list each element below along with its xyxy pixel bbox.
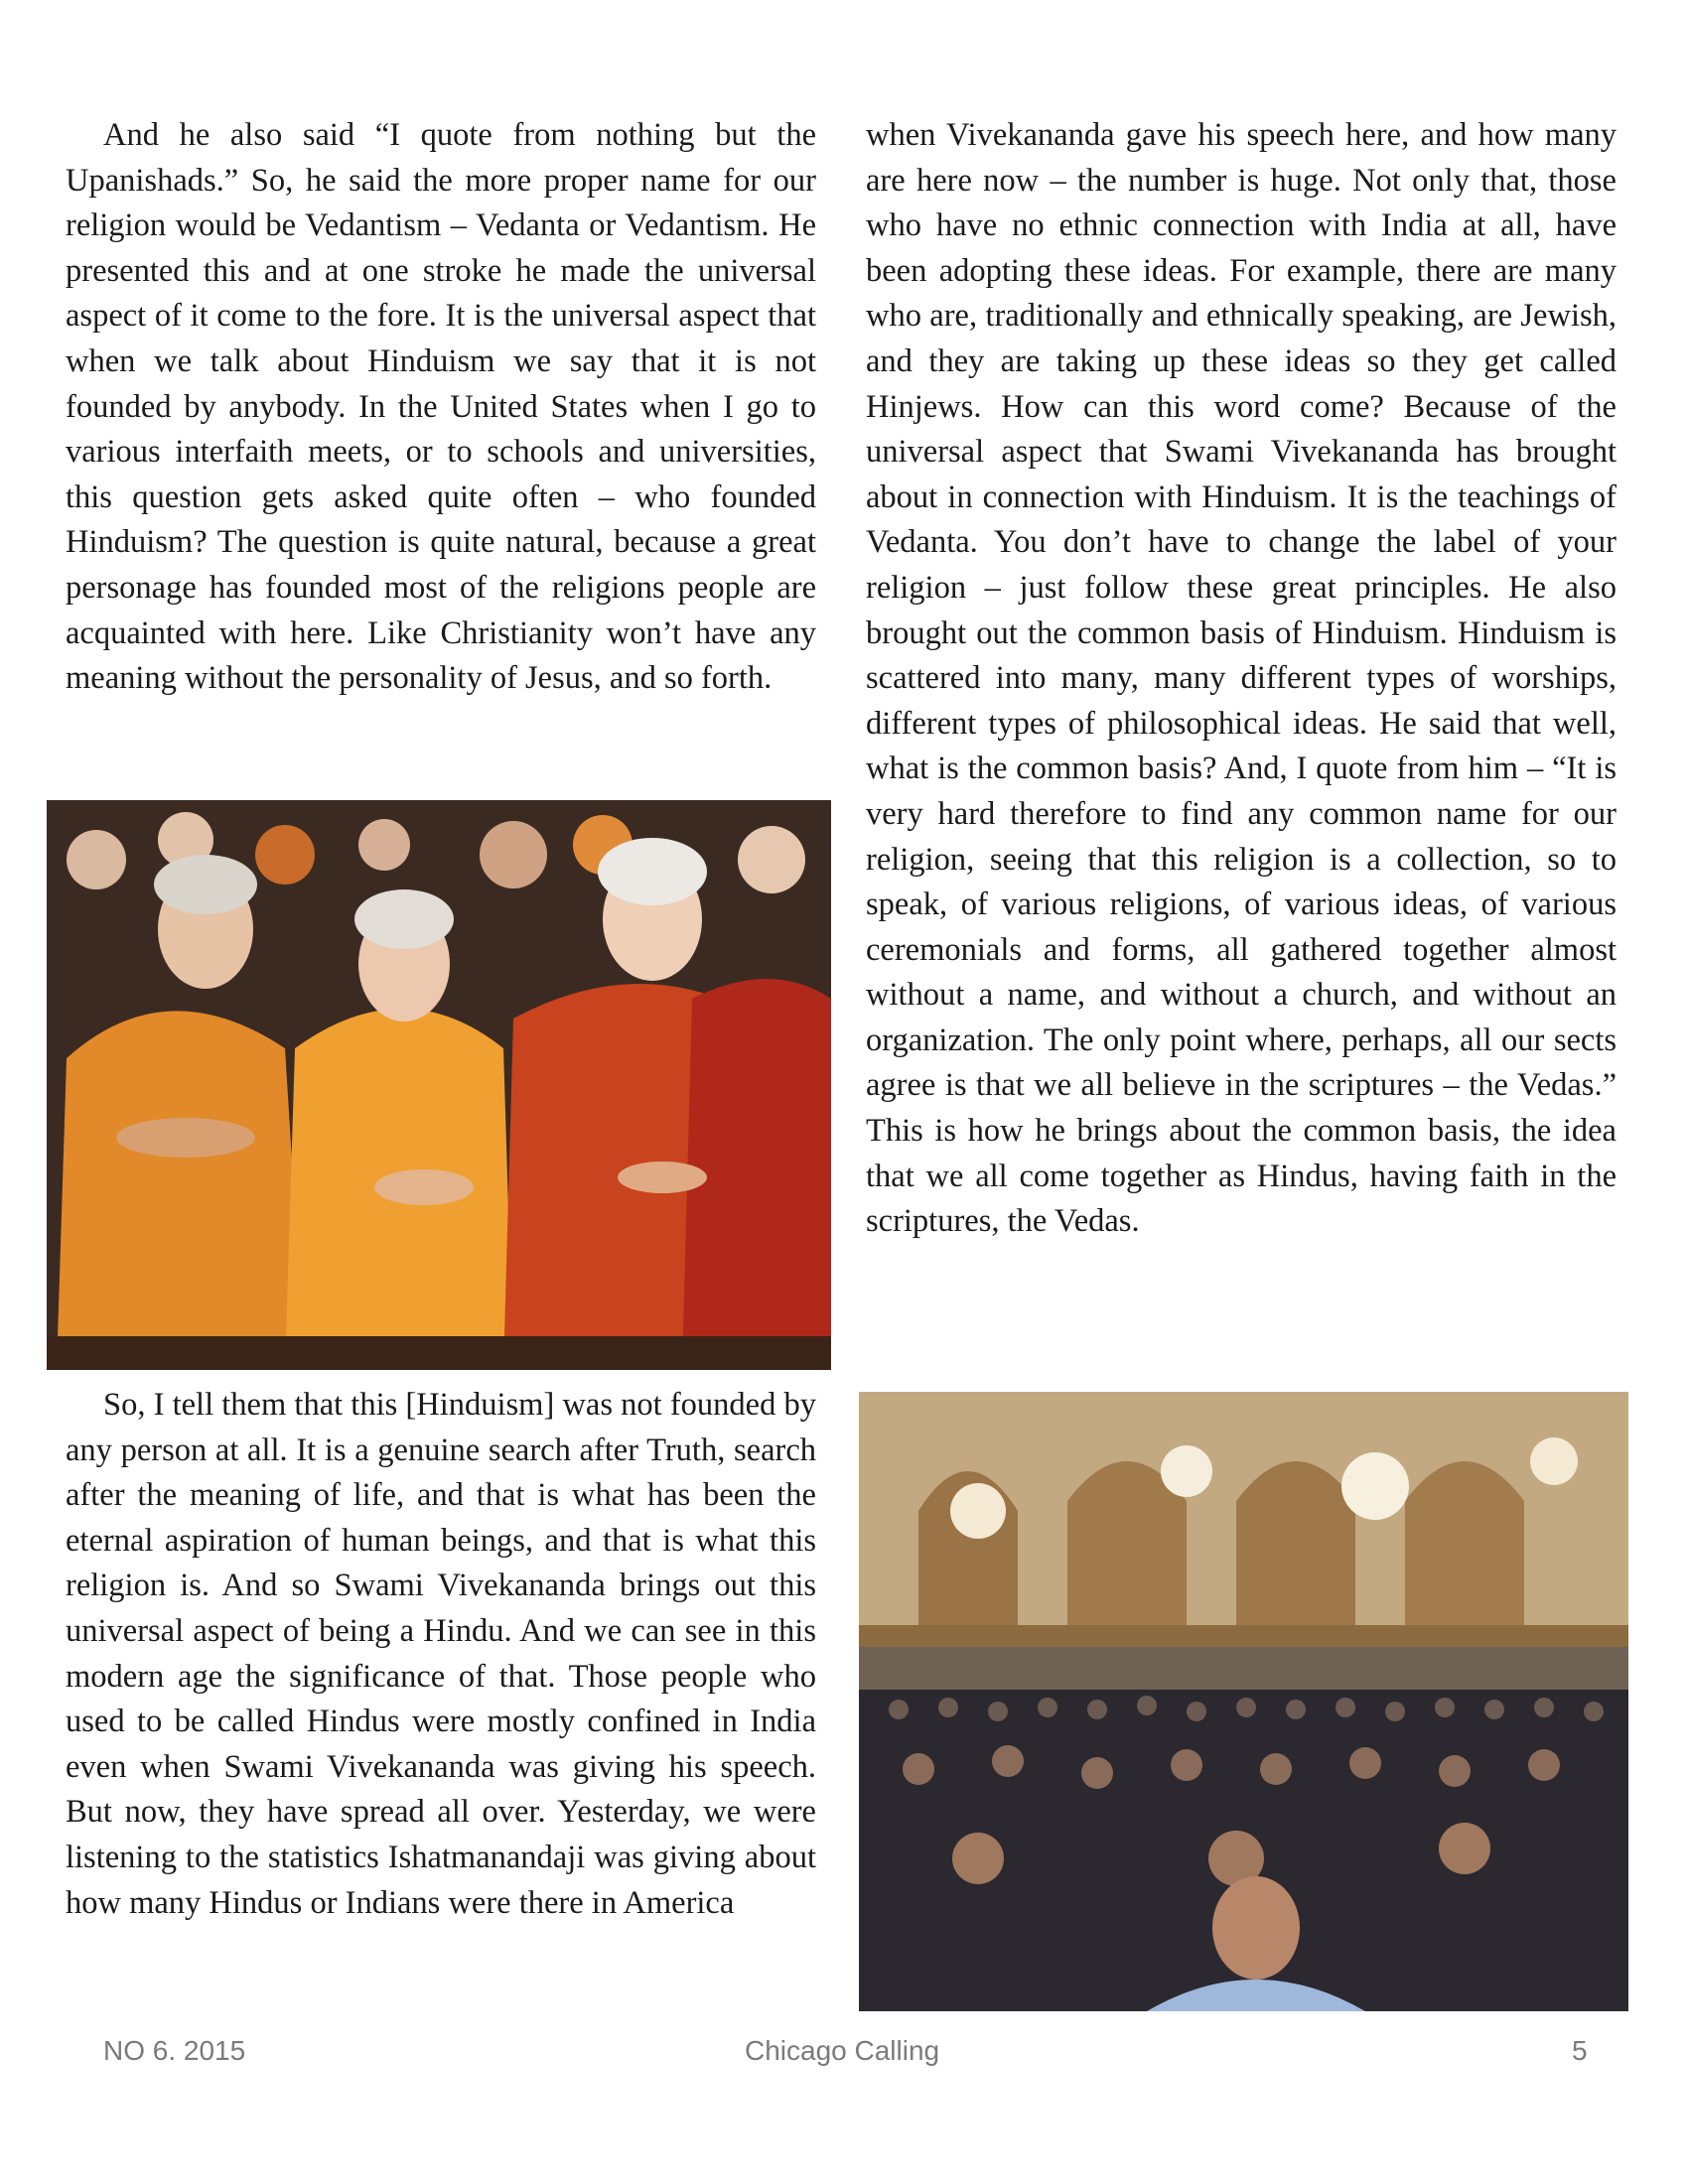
ballroom-photo-illustration bbox=[859, 1392, 1628, 2011]
left-column-bottom-text bbox=[66, 1383, 816, 1926]
audience-photo-illustration bbox=[47, 800, 831, 1370]
footer-issue: NO 6. 2015 bbox=[103, 2035, 246, 2066]
paragraph: when Vivekananda gave his speech here, and how many are here now – the number is huge. Not only that, those who have no ethnic connection with India at all, have been adopting these ideas. For example, there are many who are, traditionally and ethnically speaking, are Jewish, and they are taking up these ideas so they get called Hinjews. How can this word come? Because of the universal aspect that Swami Vivekananda has brought about in connection with Hinduism. It is the teachings of Vedanta. You don’t have to change the label of your religion – just follow these great principles. He also brought out the common basis of Hinduism. Hinduism is scattered into many, many different types of worships, different types of philosophical ideas. He said that well, what is the common basis? And, I quote from him – “It is very hard therefore to find any common name for our religion, seeing that this religion is a collection, so to speak, of various religions, of various ideas, of various ceremonials and forms, all gathered together almost without a name, and without a church, and without an organization. The only point where, perhaps, all our sects agree is that we all believe in the scriptures – the Vedas.” This is how he brings about the common basis, the idea that we all come together as Hindus, having faith in the scriptures, the Vedas. bbox=[866, 117, 1617, 1240]
footer-publication-title: Chicago Calling bbox=[745, 2035, 940, 2066]
paragraph: So, I tell them that this [Hinduism] was not founded by any person at all. It is a genuine search after Truth, search after the meaning of life, and that is what has been the eternal aspiration of human beings, and that is what this religion is. And so Swami Vivekananda brings out this universal aspect of being a Hindu. And we can see in this modern age the significance of that. Those people who used to be called Hindus were mostly confined in India even when Swami Vivekananda was giving his speech. But now, they have spread all over. Yesterday, we were listening to the statistics Ishatmanandaji was giving about how many Hindus or Indians were there in America bbox=[66, 1387, 816, 1921]
right-column-text bbox=[866, 113, 1617, 1245]
paragraph: And he also said “I quote from nothing but the Upanishads.” So, he said the more proper name for our religion would be Vedantism – Vedanta or Vedantism. He presented this and at one stroke he made the universal aspect of it come to the fore. It is the universal aspect that when we talk about Hinduism we say that it is not founded by anybody. In the United States when I go to various interfaith meets, or to schools and universities, this question gets asked quite often – who founded Hinduism? The question is quite natural, because a great personage has founded most of the religions people are acquainted with here. Like Christianity won’t have any meaning without the personality of Jesus, and so forth. bbox=[66, 117, 816, 697]
footer-page-number: 5 bbox=[1572, 2035, 1588, 2066]
ballroom-photo bbox=[859, 1392, 1628, 2011]
left-column-top-text bbox=[66, 113, 816, 702]
audience-photo bbox=[47, 800, 831, 1370]
